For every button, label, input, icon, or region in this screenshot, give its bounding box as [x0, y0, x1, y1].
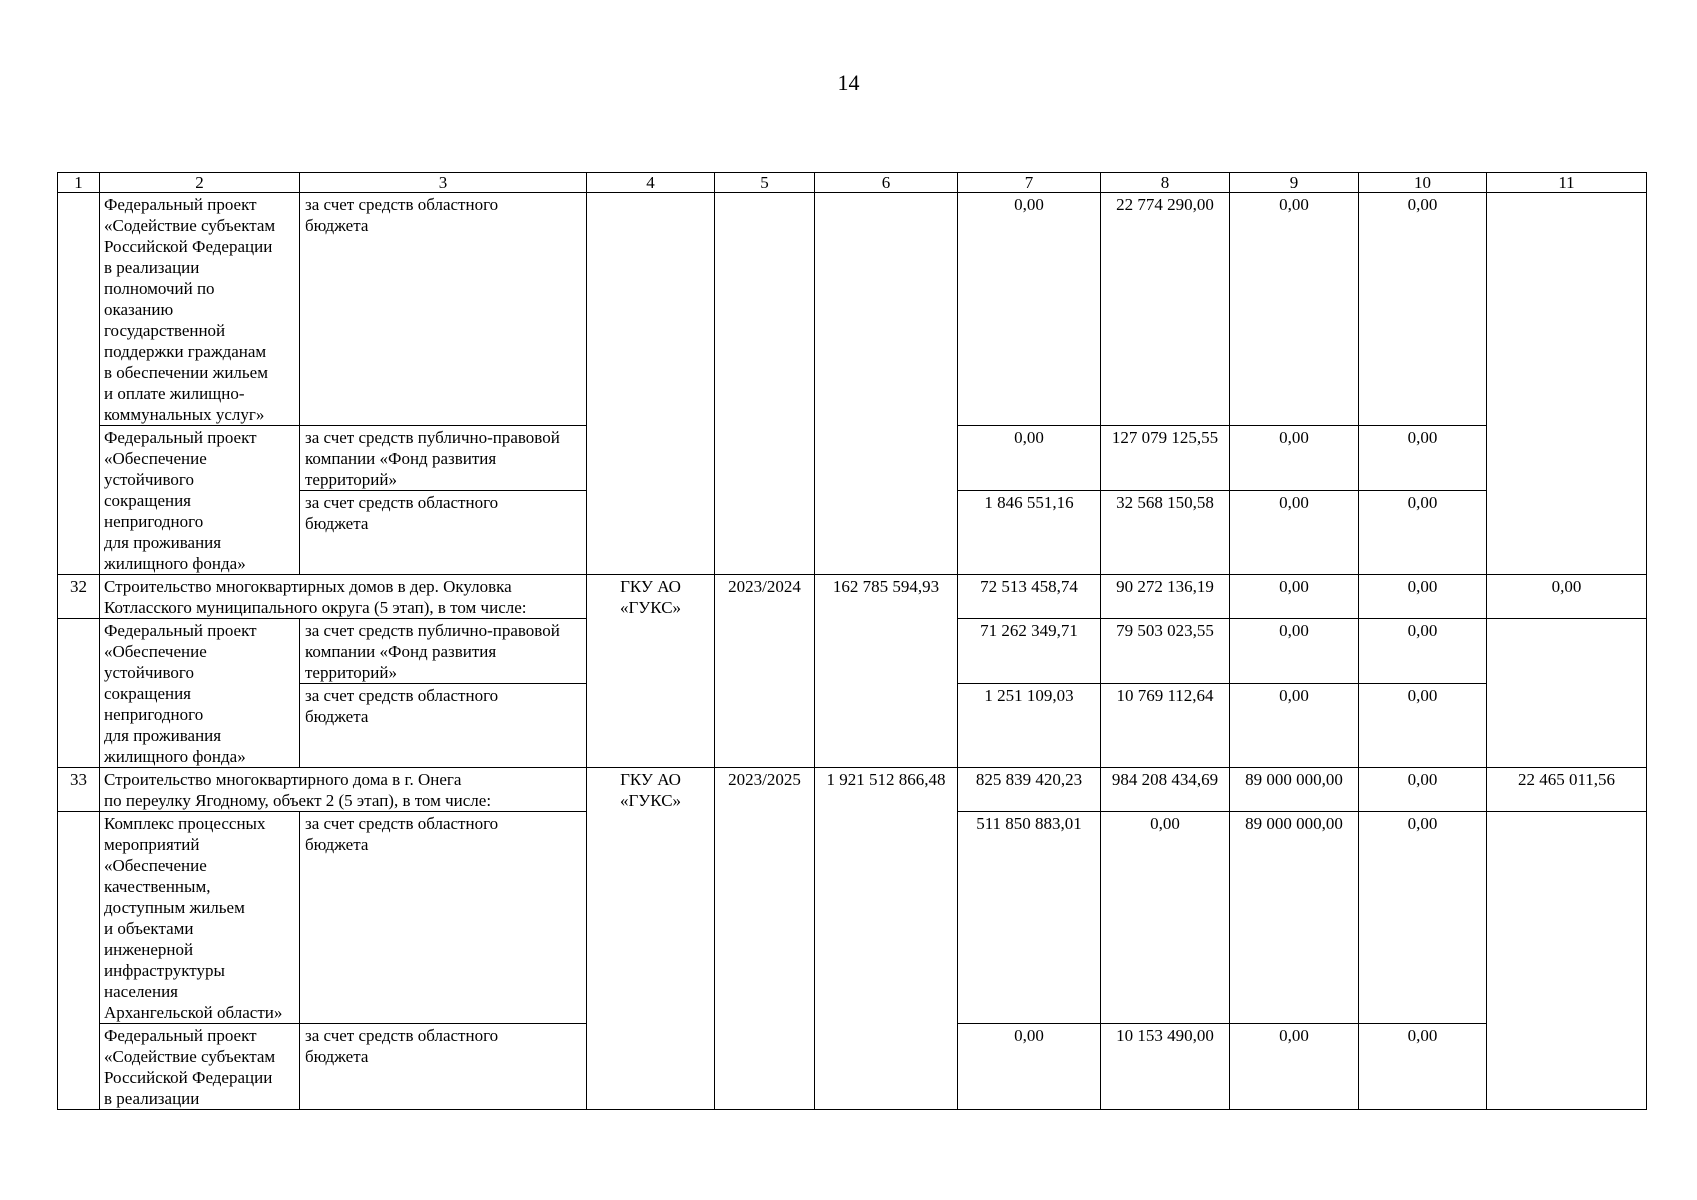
value-cell: 127 079 125,55	[1101, 426, 1230, 491]
value-cell: 0,00	[1230, 1024, 1359, 1110]
object-title-cell: Строительство многоквартирного дома в г. Онега по переулку Ягодному, объект 2 (5 этап), в том числе:	[100, 768, 587, 812]
executor-cell: ГКУ АО «ГУКС»	[587, 575, 715, 768]
funding-source-cell: за счет средств областного бюджета	[300, 812, 587, 1024]
value-cell	[1487, 193, 1647, 575]
value-cell: 89 000 000,00	[1230, 768, 1359, 812]
value-cell: 511 850 883,01	[958, 812, 1101, 1024]
funding-source-cell: за счет средств областного бюджета	[300, 684, 587, 768]
value-cell: 90 272 136,19	[1101, 575, 1230, 619]
number-cell	[58, 812, 100, 1110]
value-cell: 1 846 551,16	[958, 491, 1101, 575]
cost-cell: 1 921 512 866,48	[815, 768, 958, 1110]
value-cell: 0,00	[958, 193, 1101, 426]
value-cell	[1487, 619, 1647, 768]
financing-table	[57, 172, 1647, 1110]
column-number: 1	[58, 173, 100, 193]
value-cell: 0,00	[1359, 575, 1487, 619]
value-cell: 0,00	[1230, 684, 1359, 768]
page-number: 14	[837, 70, 860, 95]
column-number: 2	[100, 173, 300, 193]
period-cell	[715, 193, 815, 575]
value-cell: 71 262 349,71	[958, 619, 1101, 684]
column-number: 4	[587, 173, 715, 193]
value-cell: 72 513 458,74	[958, 575, 1101, 619]
project-cell: Комплекс процессных мероприятий «Обеспечение качественным, доступным жильем и объектами инженерной инфраструктуры населения Архангельской области»	[100, 812, 300, 1024]
funding-source-cell: за счет средств областного бюджета	[300, 491, 587, 575]
value-cell: 0,00	[1359, 491, 1487, 575]
column-number: 5	[715, 173, 815, 193]
value-cell: 22 774 290,00	[1101, 193, 1230, 426]
value-cell: 0,00	[1359, 684, 1487, 768]
value-cell: 825 839 420,23	[958, 768, 1101, 812]
value-cell: 10 153 490,00	[1101, 1024, 1230, 1110]
funding-source-cell: за счет средств публично-правовой компании «Фонд развития территорий»	[300, 619, 587, 684]
value-cell: 22 465 011,56	[1487, 768, 1647, 812]
value-cell: 0,00	[1487, 575, 1647, 619]
cost-cell	[815, 193, 958, 575]
project-cell: Федеральный проект «Содействие субъектам Российской Федерации в реализации полномочий по оказанию государственной поддержки гражданам в обеспечении жильем и оплате жилищно- коммунальных услуг»	[100, 193, 300, 426]
value-cell: 0,00	[1230, 426, 1359, 491]
column-number: 3	[300, 173, 587, 193]
value-cell: 32 568 150,58	[1101, 491, 1230, 575]
funding-source-cell: за счет средств областного бюджета	[300, 193, 587, 426]
number-cell: 32	[58, 575, 100, 619]
project-cell: Федеральный проект «Содействие субъектам Российской Федерации в реализации	[100, 1024, 300, 1110]
value-cell: 10 769 112,64	[1101, 684, 1230, 768]
value-cell: 79 503 023,55	[1101, 619, 1230, 684]
cost-cell: 162 785 594,93	[815, 575, 958, 768]
value-cell: 0,00	[1101, 812, 1230, 1024]
funding-source-cell: за счет средств публично-правовой компании «Фонд развития территорий»	[300, 426, 587, 491]
value-cell: 1 251 109,03	[958, 684, 1101, 768]
number-cell: 33	[58, 768, 100, 812]
value-cell: 0,00	[1230, 193, 1359, 426]
value-cell: 89 000 000,00	[1230, 812, 1359, 1024]
value-cell: 0,00	[1230, 575, 1359, 619]
column-number-row	[58, 173, 1647, 193]
column-number: 10	[1359, 173, 1487, 193]
value-cell: 0,00	[1359, 812, 1487, 1024]
value-cell: 0,00	[1359, 193, 1487, 426]
value-cell: 0,00	[1359, 1024, 1487, 1110]
value-cell: 0,00	[1359, 426, 1487, 491]
object-title-cell: Строительство многоквартирных домов в дер. Окуловка Котласского муниципального округа (5 этап), в том числе:	[100, 575, 587, 619]
table-row	[58, 193, 1647, 426]
value-cell	[1487, 812, 1647, 1110]
column-number: 7	[958, 173, 1101, 193]
project-cell: Федеральный проект «Обеспечение устойчивого сокращения непригодного для проживания жилищного фонда»	[100, 426, 300, 575]
table-row	[58, 768, 1647, 812]
column-number: 9	[1230, 173, 1359, 193]
value-cell: 0,00	[1230, 619, 1359, 684]
value-cell: 0,00	[958, 426, 1101, 491]
funding-source-cell: за счет средств областного бюджета	[300, 1024, 587, 1110]
column-number: 8	[1101, 173, 1230, 193]
table-row	[58, 575, 1647, 619]
number-cell	[58, 193, 100, 575]
value-cell: 0,00	[1230, 491, 1359, 575]
value-cell: 0,00	[1359, 619, 1487, 684]
column-number: 6	[815, 173, 958, 193]
executor-cell: ГКУ АО «ГУКС»	[587, 768, 715, 1110]
executor-cell	[587, 193, 715, 575]
project-cell: Федеральный проект «Обеспечение устойчивого сокращения непригодного для проживания жилищного фонда»	[100, 619, 300, 768]
number-cell	[58, 619, 100, 768]
column-number: 11	[1487, 173, 1647, 193]
value-cell: 0,00	[958, 1024, 1101, 1110]
period-cell: 2023/2024	[715, 575, 815, 768]
value-cell: 0,00	[1359, 768, 1487, 812]
period-cell: 2023/2025	[715, 768, 815, 1110]
value-cell: 984 208 434,69	[1101, 768, 1230, 812]
